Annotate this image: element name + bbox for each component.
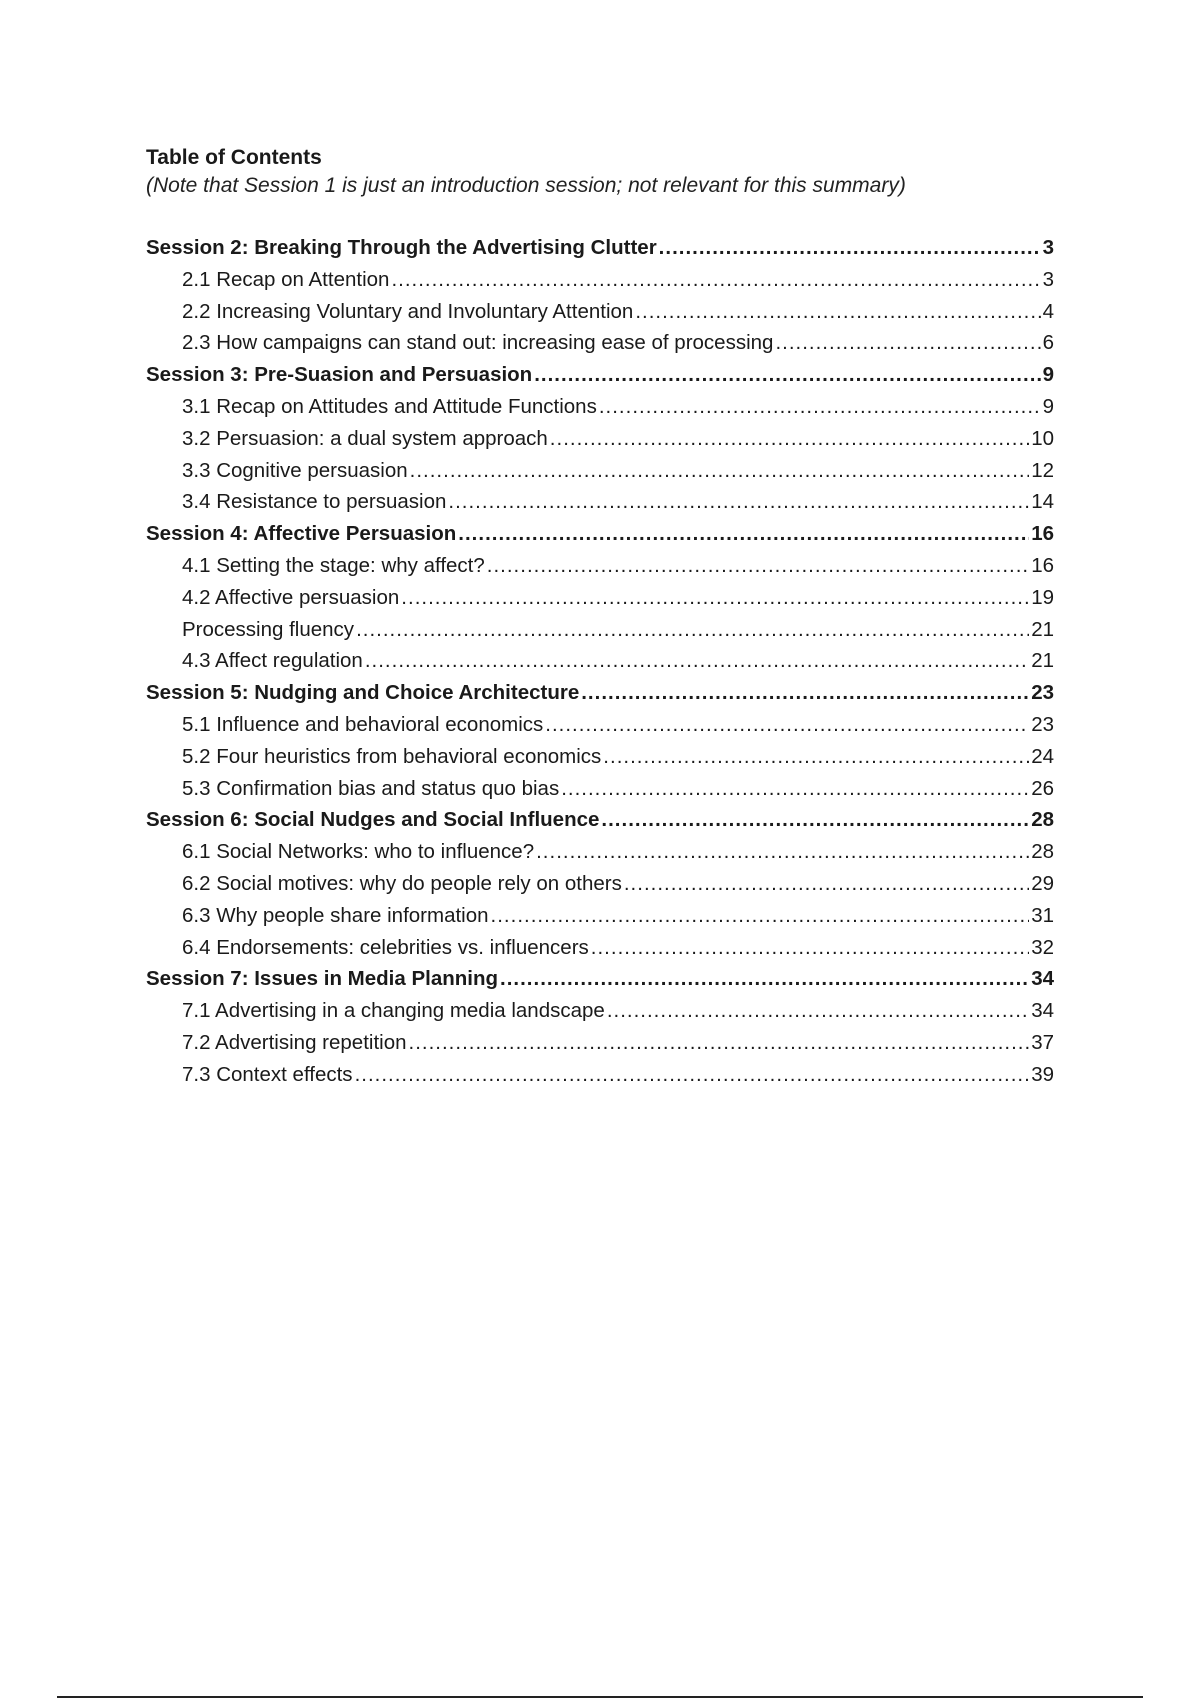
- toc-entry-label: Session 6: Social Nudges and Social Influence: [146, 808, 600, 832]
- toc-dot-leader: [599, 395, 1041, 419]
- toc-entry-label: 2.3 How campaigns can stand out: increasing ease of processing: [182, 331, 774, 355]
- toc-page-number: 23: [1031, 681, 1054, 705]
- toc-dot-leader: [550, 427, 1029, 451]
- toc-page-number: 19: [1031, 585, 1054, 609]
- toc-entry-label: 3.4 Resistance to persuasion: [182, 490, 447, 514]
- toc-page-number: 14: [1031, 490, 1054, 514]
- toc-dot-leader: [635, 300, 1040, 324]
- toc-page-number: 26: [1031, 776, 1054, 800]
- toc-session-entry[interactable]: [146, 967, 1054, 999]
- toc-entry-label: Session 2: Breaking Through the Advertising Clutter: [146, 236, 657, 259]
- toc-page-number: 12: [1031, 458, 1054, 482]
- toc-page-number: 23: [1031, 712, 1054, 736]
- toc-entry-label: Session 3: Pre-Suasion and Persuasion: [146, 363, 533, 387]
- toc-dot-leader: [458, 522, 1029, 546]
- toc-dot-leader: [581, 681, 1029, 705]
- toc-entry-label: 3.1 Recap on Attitudes and Attitude Functions: [182, 394, 597, 418]
- toc-entry-label: 6.2 Social motives: why do people rely on others: [182, 871, 622, 895]
- toc-page-number: 3: [1042, 236, 1054, 259]
- toc-subsection-entry[interactable]: [146, 745, 1054, 777]
- footer-rule: [57, 1696, 1143, 1698]
- toc-subsection-entry[interactable]: [146, 872, 1054, 904]
- toc-dot-leader: [591, 936, 1029, 960]
- toc-subsection-entry[interactable]: [146, 1063, 1054, 1095]
- toc-dot-leader: [356, 618, 1029, 642]
- toc-entry-label: 2.2 Increasing Voluntary and Involuntary Attention: [182, 299, 634, 323]
- toc-page-number: 6: [1042, 331, 1054, 355]
- toc-page-number: 16: [1031, 522, 1054, 546]
- toc-page-number: 4: [1042, 299, 1054, 323]
- toc-entry-label: 7.2 Advertising repetition: [182, 1030, 407, 1054]
- toc-subsection-entry[interactable]: [146, 554, 1054, 586]
- toc-dot-leader: [487, 554, 1029, 578]
- toc-entry-label: 3.2 Persuasion: a dual system approach: [182, 426, 548, 450]
- toc-subsection-entry[interactable]: [146, 395, 1054, 427]
- toc-dot-leader: [448, 490, 1029, 514]
- toc-page-number: 16: [1031, 553, 1054, 577]
- toc-dot-leader: [534, 363, 1040, 387]
- toc-page-number: 29: [1031, 871, 1054, 895]
- toc-entry-label: Session 4: Affective Persuasion: [146, 522, 457, 546]
- toc-subsection-entry[interactable]: [146, 490, 1054, 522]
- toc-subsection-entry[interactable]: [146, 459, 1054, 491]
- toc-dot-leader: [659, 236, 1041, 260]
- toc-dot-leader: [624, 872, 1029, 896]
- toc-dot-leader: [607, 999, 1029, 1023]
- toc-entry-label: 5.2 Four heuristics from behavioral economics: [182, 744, 602, 768]
- toc-subsection-entry[interactable]: [146, 999, 1054, 1031]
- toc-dot-leader: [401, 586, 1029, 610]
- toc-entry-label: 4.1 Setting the stage: why affect?: [182, 553, 485, 577]
- toc-subsection-entry[interactable]: [146, 268, 1054, 300]
- toc-subsection-entry[interactable]: [146, 427, 1054, 459]
- toc-list: [146, 236, 1054, 1095]
- toc-dot-leader: [391, 268, 1040, 292]
- toc-entry-label: 6.4 Endorsements: celebrities vs. influencers: [182, 935, 589, 959]
- toc-session-entry[interactable]: [146, 522, 1054, 554]
- toc-subsection-entry[interactable]: [146, 649, 1054, 681]
- toc-page-number: 37: [1031, 1030, 1054, 1054]
- toc-entry-label: 5.3 Confirmation bias and status quo bias: [182, 776, 560, 800]
- toc-page-number: 10: [1031, 426, 1054, 450]
- toc-page-number: 9: [1042, 363, 1054, 387]
- toc-subsection-entry[interactable]: [146, 618, 1054, 650]
- toc-subsection-entry[interactable]: [146, 300, 1054, 332]
- toc-dot-leader: [410, 459, 1030, 483]
- toc-entry-label: 3.3 Cognitive persuasion: [182, 458, 408, 482]
- toc-page-number: 9: [1042, 394, 1054, 418]
- toc-page-number: 28: [1031, 808, 1054, 832]
- toc-dot-leader: [409, 1031, 1030, 1055]
- toc-page-number: 28: [1031, 840, 1054, 864]
- toc-entry-label: 7.1 Advertising in a changing media landscape: [182, 999, 605, 1023]
- toc-subsection-entry[interactable]: [146, 331, 1054, 363]
- toc-subsection-entry[interactable]: [146, 1031, 1054, 1063]
- toc-dot-leader: [500, 967, 1029, 991]
- toc-dot-leader: [491, 904, 1030, 928]
- toc-dot-leader: [603, 745, 1029, 769]
- toc-dot-leader: [545, 713, 1029, 737]
- toc-dot-leader: [355, 1063, 1030, 1087]
- toc-dot-leader: [561, 777, 1029, 801]
- toc-entry-label: 6.1 Social Networks: who to influence?: [182, 840, 535, 864]
- table-of-contents: [146, 144, 1054, 1086]
- toc-subsection-entry[interactable]: [146, 904, 1054, 936]
- toc-page-number: 34: [1031, 967, 1054, 991]
- toc-session-entry[interactable]: [146, 363, 1054, 395]
- toc-subsection-entry[interactable]: [146, 840, 1054, 872]
- toc-page-number: 21: [1031, 649, 1054, 673]
- toc-subsection-entry[interactable]: [146, 777, 1054, 809]
- toc-page-number: 34: [1031, 999, 1054, 1023]
- toc-entry-label: Session 5: Nudging and Choice Architecture: [146, 681, 580, 705]
- toc-page-number: 39: [1031, 1062, 1054, 1086]
- toc-page-number: 24: [1031, 744, 1054, 768]
- toc-dot-leader: [536, 840, 1029, 864]
- toc-entry-label: 2.1 Recap on Attention: [182, 267, 390, 291]
- toc-heading: Table of Contents: [146, 146, 322, 169]
- toc-entry-label: Session 7: Issues in Media Planning: [146, 967, 499, 991]
- toc-session-entry[interactable]: [146, 236, 1054, 268]
- toc-session-entry[interactable]: [146, 681, 1054, 713]
- toc-note: (Note that Session 1 is just an introduction session; not relevant for this summary): [146, 174, 906, 197]
- toc-entry-label: Processing fluency: [182, 617, 355, 641]
- toc-entry-label: 5.1 Influence and behavioral economics: [182, 712, 544, 736]
- toc-subsection-entry[interactable]: [146, 586, 1054, 618]
- toc-page-number: 21: [1031, 617, 1054, 641]
- toc-page-number: 31: [1031, 903, 1054, 927]
- toc-entry-label: 4.3 Affect regulation: [182, 649, 363, 673]
- toc-page-number: 3: [1042, 267, 1054, 291]
- toc-entry-label: 6.3 Why people share information: [182, 903, 489, 927]
- toc-dot-leader: [775, 331, 1040, 355]
- toc-subsection-entry[interactable]: [146, 936, 1054, 968]
- toc-page-number: 32: [1031, 935, 1054, 959]
- toc-session-entry[interactable]: [146, 808, 1054, 840]
- toc-entry-label: 4.2 Affective persuasion: [182, 585, 400, 609]
- toc-entry-label: 7.3 Context effects: [182, 1062, 353, 1086]
- toc-dot-leader: [365, 649, 1029, 673]
- toc-subsection-entry[interactable]: [146, 713, 1054, 745]
- toc-dot-leader: [601, 808, 1029, 832]
